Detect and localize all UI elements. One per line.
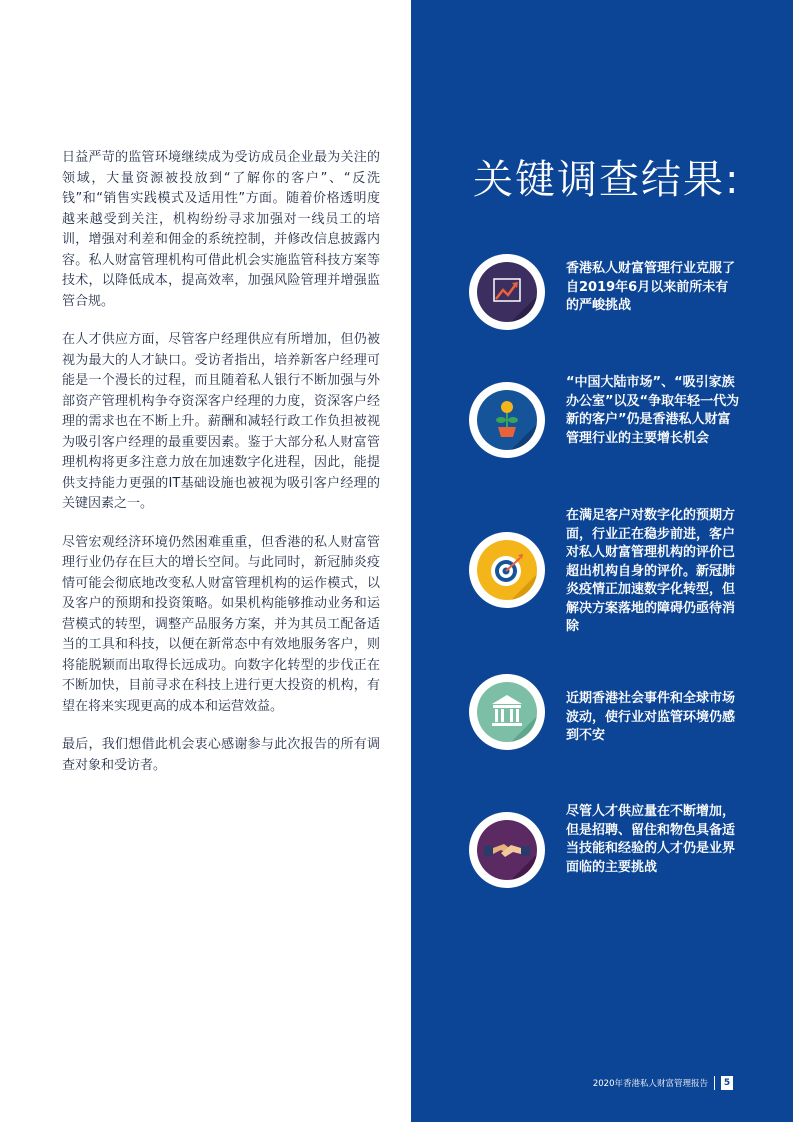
paragraph-outlook: 尽管宏观经济环境仍然困难重重，但香港的私人财富管理行业仍存在巨大的增长空间。与此同时，新冠肺炎疫情可能会彻底地改变私人财富管理机构的运作模式，以及客户的预期和投资策略。如果机构能够推动业务和运营模式的转型，调整产品服务方案，并为其员工配备适当的工具和科技，以便在新常态中有效地服务客户，则将能脱颖而出取得长远成功。向数字化转型的步伐正在不断加快，目前寻求在科技上进行更大投资的机构，有望在将来实现更高的成本和运营效益。 [62,534,380,714]
paragraph-talent: 在人才供应方面，尽管客户经理供应有所增加，但仍被视为最大的人才缺口。受访者指出，培养新客户经理可能是一个漫长的过程，而且随着私人银行不断加强与外部资产管理机构争夺资深客户经理的力度，资深客户经理的需求也在不断上升。薪酬和减轻行政工作负担被视为吸引客户经理的最重要因素。鉴于大部分私人财富管理机构将更多注意力放在加速数字化进程，因此，能提供支持能力更强的IT基础设施也被视为吸引客户经理的关键因素之一。 [62,332,380,511]
page-number: 5 [721,1076,733,1090]
finding-text: 香港私人财富管理行业克服了自2019年6月以来前所未有的严峻挑战 [566,261,736,313]
finding-text: 尽管人才供应量在不断增加，但是招聘、留住和物色具备适当技能和经验的人才仍是业界面临的主要挑战 [566,804,736,875]
bank-icon [477,682,537,742]
finding-text: 在满足客户对数字化的预期方面，行业正在稳步前进，客户对私人财富管理机构的评价已超出机构自身的评价。新冠肺炎疫情正加速数字化转型，但解决方案落地的障碍仍亟待消除 [566,508,736,634]
chart-up-icon [477,262,537,322]
paragraph-regulation: 日益严苛的监管环境继续成为受访成员企业最为关注的领域，大量资源被投放到“了解你的客户”、“反洗钱”和“销售实践模式及适用性”方面。随着价格透明度越来越受到关注，机构纷纷寻求加强对一线员工的培训，增强对利差和佣金的系统控制，并修改信息披露内容。私人财富管理机构可借此机会实施监管科技方案等技术，以降低成本，提高效率，加强风险管理并增强监管合规。 [62,150,380,309]
finding-icon-badge [469,812,545,888]
target-icon [477,540,537,600]
key-findings-panel [411,0,793,1122]
paragraph-thanks: 最后，我们想借此机会衷心感谢参与此次报告的所有调查对象和受访者。 [62,737,380,773]
footer-divider [714,1076,715,1090]
page-footer [593,1076,733,1090]
finding-icon-badge [469,532,545,608]
finding-icon-badge [469,674,545,750]
finding-icon-badge [469,254,545,330]
key-findings-title: 关键调查结果: [473,157,741,203]
body-text-column [62,148,380,794]
handshake-icon [477,820,537,880]
report-title: 2020年香港私人财富管理报告 [592,1079,708,1089]
finding-icon-badge [469,382,545,458]
plant-coin-icon [477,390,537,450]
finding-text: “中国大陆市场”、“吸引家族办公室”以及“争取年轻一代为新的客户”仍是香港私人财富管理行业的主要增长机会 [566,375,740,446]
finding-text: 近期香港社会事件和全球市场波动，使行业对监管环境仍感到不安 [566,691,736,743]
